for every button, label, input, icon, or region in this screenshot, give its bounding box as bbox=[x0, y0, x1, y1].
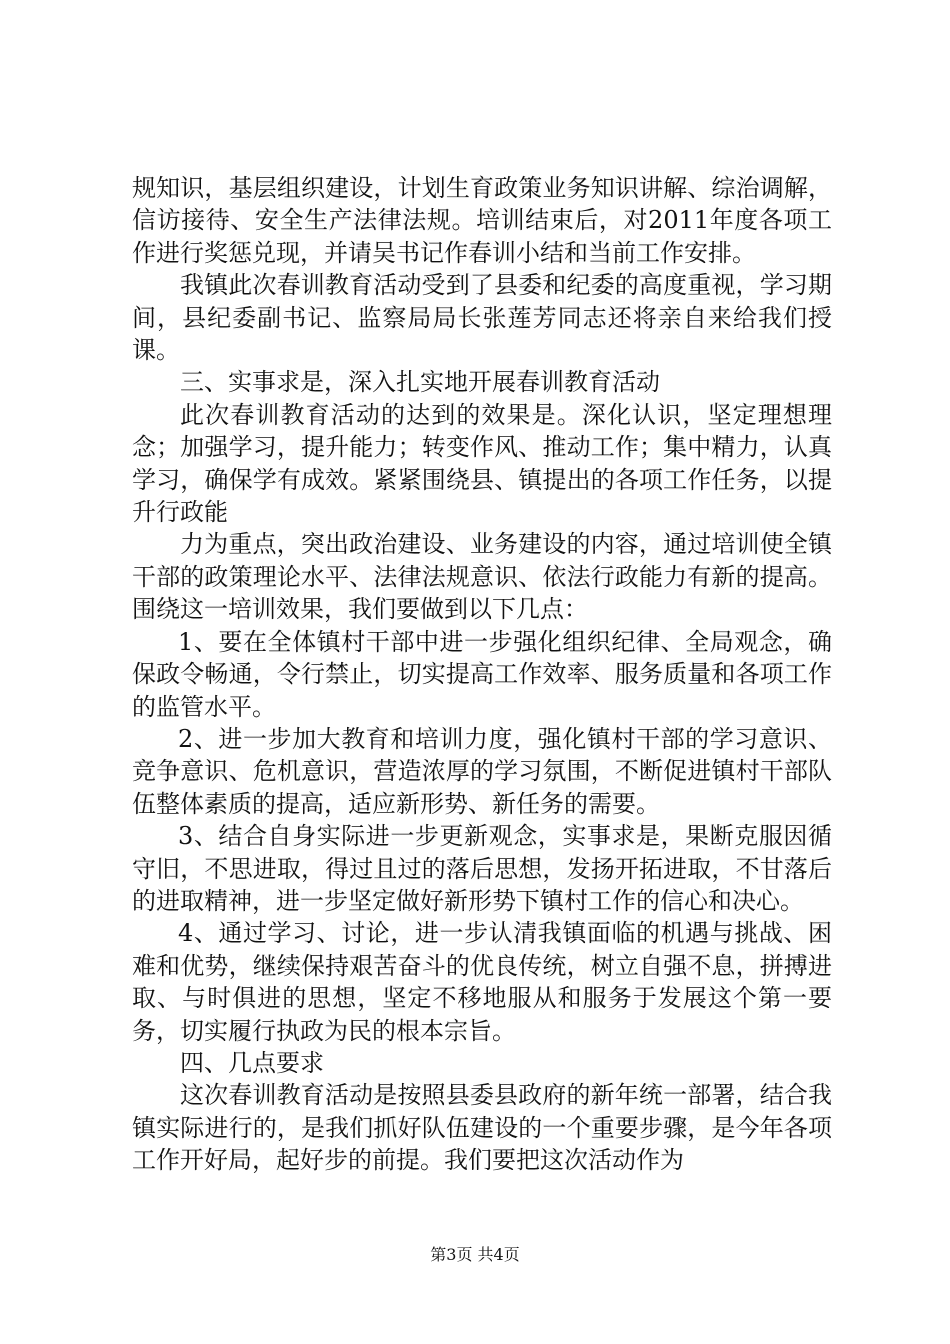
paragraph-4: 此次春训教育活动的达到的效果是。深化认识，坚定理想理念；加强学习，提升能力；转变作风、推动工作；集中精力，认真学习，确保学有成效。紧紧围绕县、镇提出的各项工作任务，以提升行政能 bbox=[132, 400, 832, 527]
list-item-1: 1、要在全体镇村干部中进一步强化组织纪律、全局观念，确保政令畅通，令行禁止，切实提高工作效率、服务质量和各项工作的监管水平。 bbox=[132, 627, 832, 721]
section-heading-3: 三、实事求是，深入扎实地开展春训教育活动 bbox=[180, 368, 660, 397]
list-item-4: 4、通过学习、讨论，进一步认清我镇面临的机遇与挑战、困难和优势，继续保持艰苦奋斗的优良传统，树立自强不息，拼搏进取、与时俱进的思想，坚定不移地服从和服务于发展这个第一要务，切实履行执政为民的根本宗旨。 bbox=[132, 919, 832, 1045]
paragraph-6: 这次春训教育活动是按照县委县政府的新年统一部署，结合我镇实际进行的，是我们抓好队伍建设的一个重要步骤，是今年各项工作开好局，起好步的前提。我们要把这次活动作为 bbox=[132, 1081, 832, 1175]
document-body bbox=[132, 172, 832, 1177]
section-heading-4: 四、几点要求 bbox=[180, 1048, 324, 1077]
list-item-2: 2、进一步加大教育和培训力度，强化镇村干部的学习意识、竞争意识、危机意识，营造浓厚的学习氛围，不断促进镇村干部队伍整体素质的提高，适应新形势、新任务的需要。 bbox=[132, 724, 832, 818]
list-item-3: 3、结合自身实际进一步更新观念，实事求是，果断克服因循守旧，不思进取，得过且过的落后思想，发扬开拓进取，不甘落后的进取精神，进一步坚定做好新形势下镇村工作的信心和决心。 bbox=[132, 822, 832, 915]
paragraph-1: 规知识，基层组织建设，计划生育政策业务知识讲解、综治调解，信访接待、安全生产法律法规。培训结束后，对2011年度各项工作进行奖惩兑现，并请吴书记作春训小结和当前工作安排。 bbox=[132, 174, 832, 267]
page-number: 第3页 共4页 bbox=[430, 1245, 520, 1264]
paragraph-2: 我镇此次春训教育活动受到了县委和纪委的高度重视，学习期间，县纪委副书记、监察局局长张莲芳同志还将亲自来给我们授课。 bbox=[132, 271, 832, 365]
paragraph-5: 力为重点，突出政治建设、业务建设的内容，通过培训使全镇干部的政策理论水平、法律法规意识、依法行政能力有新的提高。围绕这一培训效果，我们要做到以下几点： bbox=[132, 530, 832, 624]
